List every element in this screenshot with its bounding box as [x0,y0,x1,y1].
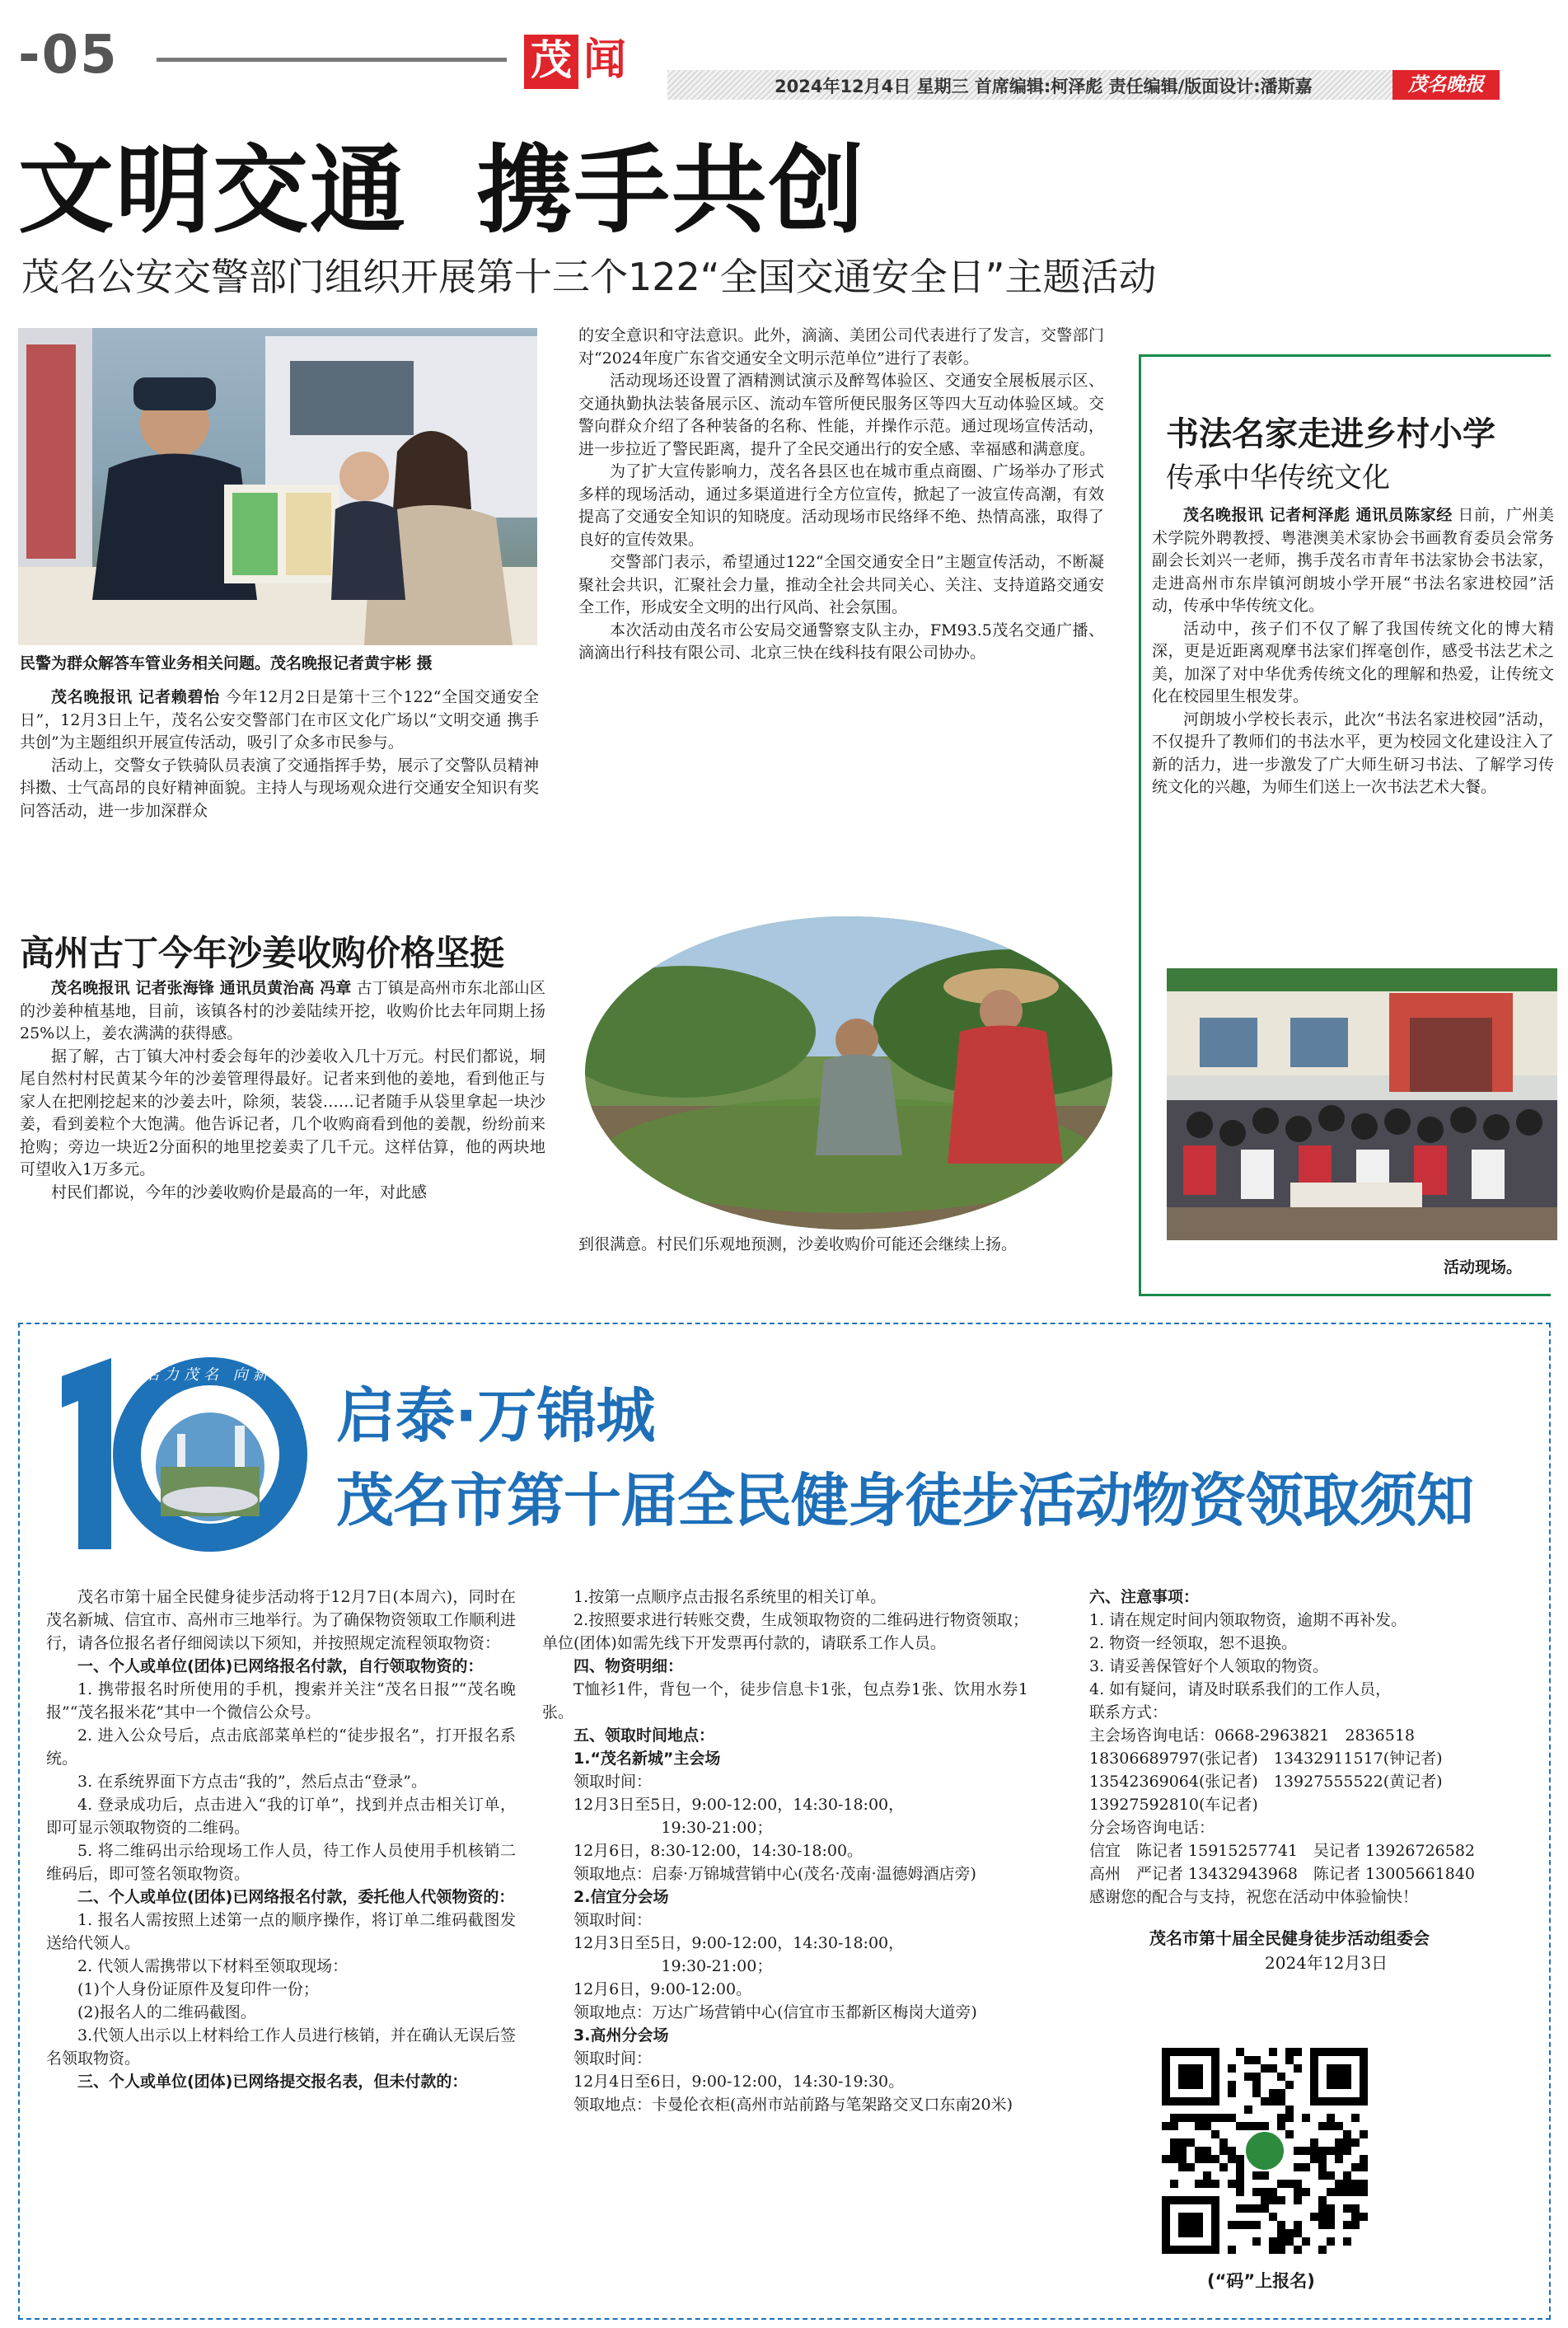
calligraphy-photo-caption: 活动现场。 [1444,1258,1523,1276]
col1-line: 3.代领人出示以上材料给工作人员进行核销，并在确认无误后签名领取物资。 [46,2026,516,2068]
main-para-6: 本次活动由茂名市公安局交通警察支队主办，FM93.5茂名交通广播、滴滴出行科技有限公司、北京三快在线科技有限公司协办。 [578,621,1104,662]
notice-column-3 [1089,1586,1534,1909]
col3-line: 2. 物资一经领取，恕不退换。 [1089,1634,1298,1652]
header-info: 2024年12月4日 星期三 首席编辑:柯泽彪 责任编辑/版面设计:潘斯嘉 [775,77,1313,96]
col2-line: 五、领取时间地点： [573,1726,715,1745]
col3-line: 13542369064(张记者) 13927555522(黄记者) [1089,1773,1443,1791]
col2-line: 12月6日，8:30-12:00，14:30-18:00。 [573,1842,864,1860]
col1-line: (2)报名人的二维码截图。 [77,2003,256,2021]
ginger-para-3-cont: 到很满意。村民们乐观地预测，沙姜收购价可能还会继续上扬。 [578,1235,1018,1253]
col1-line: 三、个人或单位(团体)已网络提交报名表，但未付款的： [77,2073,468,2091]
col2-line: 领取时间： [573,1911,653,1929]
main-para-1: 茂名晚报讯 记者赖碧怡 今年12月2日是第十三个122“全国交通安全日”，12月3日上午，茂名公安交警部门在市区文化广场以“文明交通 携手共创”为主题组织开展宣传活动，吸引了众多市民参与。 [20,688,539,752]
col2-line: 12月4日至6日，9:00-12:00，14:30-19:30。 [573,2073,905,2091]
col1-line: (1)个人身份证原件及复印件一份； [77,1980,319,1998]
notice-column-1 [46,1586,516,2093]
col3-line: 13927592810(车记者) [1089,1796,1258,1814]
police-photo-caption: 民警为群众解答车管业务相关问题。茂名晚报记者黄宇彬 摄 [20,654,433,672]
col1-line: 2. 进入公众号后，点击底部菜单栏的“徒步报名”，打开报名系统。 [46,1726,516,1768]
main-para-4: 为了扩大宣传影响力，茂名各县区也在城市重点商圈、广场举办了形式多样的现场活动，通过多渠道进行全方位宣传，掀起了一波宣传高潮，有效提高了交通安全知识的知晓度。活动现场市民络绎不绝、热情高涨，取得了良好的宣传效果。 [578,462,1104,549]
col3-line: 1. 请在规定时间内领取物资，逾期不再补发。 [1089,1611,1407,1629]
col1-line: 一、个人或单位(团体)已网络报名付款，自行领取物资的： [77,1657,484,1675]
ginger-para-1: 茂名晚报讯 记者张海锋 通讯员黄治高 冯章 古丁镇是高州市东北部山区的沙姜种植基地，目前，该镇各村的沙姜陆续开挖，收购价比去年同期上扬25%以上，姜农满满的获得感。 [20,979,545,1042]
col1-line: 1. 报名人需按照上述第一点的顺序操作，将订单二维码截图发送给代领人。 [46,1911,516,1952]
calligraphy-photo [1167,968,1557,1240]
registration-qr-code[interactable] [1162,2048,1368,2254]
col3-line: 感谢您的配合与支持，祝您在活动中体验愉快！ [1089,1888,1419,1906]
col3-line: 主会场咨询电话：0668-2963821 2836518 [1089,1726,1416,1745]
page-number: -05 [18,25,119,86]
calligraphy-para-2: 活动中，孩子们不仅了解了我国传统文化的博大精深，更是近距离观摩书法家们挥毫创作，感受书法艺术之美，加深了对中华优秀传统文化的理解和热爱，让传统文化在校园里生根发芽。 [1152,619,1554,705]
col2-line: 19:30-21:00； [661,1819,773,1837]
calligraphy-body [1152,504,1554,799]
section-badge [519,33,651,84]
main-column-1 [20,686,539,891]
col2-line: 12月3日至5日，9:00-12:00，14:30-18:00， [573,1934,905,1952]
col3-line: 联系方式： [1089,1703,1168,1721]
main-para-5: 交警部门表示，希望通过122“全国交通安全日”主题宣传活动，不断凝聚社会共识，汇聚社会力量，推动全社会共同关心、关注、支持道路交通安全工作，形成安全文明的出行风尚、社会氛围。 [578,553,1104,616]
notice-signature-date: 2024年12月3日 [1265,1953,1388,1973]
col3-line: 18306689797(张记者) 13432911517(钟记者) [1089,1750,1443,1768]
main-subtitle: 茂名公安交警部门组织开展第十三个122“全国交通安全日”主题活动 [21,255,1157,299]
col2-line: 1.“茂名新城”主会场 [573,1750,721,1768]
ginger-body [20,977,545,1206]
main-byline: 茂名晚报讯 记者赖碧怡 [51,688,220,706]
col1-line: 1. 携带报名时所使用的手机，搜索并关注“茂名日报”“茂名晚报”“茂名报米花”其中一个微信公众号。 [46,1680,516,1721]
main-headline: 文明交通 携手共创 [18,135,866,246]
notice-title-2: 茂名市第十届全民健身徒步活动物资领取须知 [336,1467,1473,1534]
newspaper-logo: 茂名晚报 [1392,70,1500,100]
col1-line: 5. 将二维码出示给现场工作人员，待工作人员使用手机核销二维码后，即可签名领取物资。 [46,1842,516,1883]
col2-line: 19:30-21:00； [661,1957,773,1975]
col2-line: 领取地点：启泰·万锦城营销中心(茂名·茂南·温德姆酒店旁) [573,1865,976,1883]
ginger-para-3: 村民们都说，今年的沙姜收购价是最高的一年，对此感 [51,1183,428,1201]
main-para-3: 活动现场还设置了酒精测试演示及醉驾体验区、交通安全展板展示区、交通执勤执法装备展示区、流动车管所便民服务区等四大互动体验区域。交警向群众介绍了各种装备的名称、性能，并操作示范。通过现场宣传活动，进一步拉近了警民距离，提升了全民交通出行的安全感、幸福感和满意度。 [578,372,1104,458]
section-char-wen: 闻 [583,35,627,85]
ginger-byline: 茂名晚报讯 记者张海锋 通讯员黄治高 冯章 [51,979,352,997]
logo-arc-text: 活力茂名 向新而行 [144,1366,312,1384]
main-para-2: 活动上，交警女子铁骑队员表演了交通指挥手势，展示了交警队员精神抖擞、士气高昂的良好精神面貌。主持人与现场观众进行交通安全知识有奖问答活动，进一步加深群众 [20,756,539,820]
police-photo [18,328,537,645]
anniversary-logo [45,1343,317,1557]
ginger-headline: 高州古丁今年沙姜收购价格坚挺 [20,933,505,973]
calligraphy-byline: 茂名晚报讯 记者柯泽彪 通讯员陈家经 [1183,506,1453,524]
section-char-mao: 茂 [524,35,578,89]
col3-line: 4. 如有疑问，请及时联系我们的工作人员， [1089,1680,1392,1698]
col2-line: 1.按第一点顺序点击报名系统里的相关订单。 [573,1588,887,1606]
calligraphy-para-1: 茂名晚报讯 记者柯泽彪 通讯员陈家经 日前，广州美术学院外聘教授、粤港澳美术家协会书画教育委员会常务副会长刘兴一老师，携手茂名市青年书法家协会书法家，走进高州市东岸镇河朗坡小学开展“书法名家进校园”活动，传承中华传统文化。 [1152,506,1554,615]
col2-line: 领取时间： [573,1773,653,1791]
qr-caption: (“码”上报名) [1207,2271,1315,2291]
col2-line: 领取地点：卡曼伦衣柜(高州市站前路与笔架路交叉口东南20米) [573,2096,1013,2114]
col1-line: 3. 在系统界面下方点击“我的”，然后点击“登录”。 [77,1773,428,1791]
main-para-2-cont: 的安全意识和守法意识。此外，滴滴、美团公司代表进行了发言，交警部门对“2024年度广东省交通安全文明示范单位”进行了表彰。 [578,326,1104,368]
col1-line: 茂名市第十届全民健身徒步活动将于12月7日(本周六)，同时在茂名新城、信宜市、高州市三地举行。为了确保物资领取工作顺利进行，请各位报名者仔细阅读以下须知，并按照规定流程领取物资： [46,1588,517,1652]
header-rule-left [157,58,507,62]
main-column-2 [578,325,1104,665]
col2-line: 2.按照要求进行转账交费，生成领取物资的二维码进行物资领取；单位(团体)如需先线下开发票再付款的，请联系工作人员。 [542,1611,1028,1652]
col2-line: 领取时间： [573,2049,653,2068]
col2-line: 2.信宜分会场 [573,1888,669,1906]
header-info-bar [667,70,1500,100]
col3-line: 3. 请妥善保管好个人领取的物资。 [1089,1657,1329,1675]
col1-line: 4. 登录成功后，点击进入“我的订单”，找到并点击相关订单，即可显示领取物资的二维码。 [46,1796,516,1837]
col2-line: 领取地点：万达广场营销中心(信宜市玉都新区梅岗大道旁) [573,2003,977,2021]
col1-line: 2. 代领人需携带以下材料至领取现场： [77,1957,349,1975]
col2-line: 12月6日，9:00-12:00。 [573,1980,752,1998]
col2-line: 12月3日至5日，9:00-12:00，14:30-18:00， [573,1796,905,1814]
col2-line: 3.高州分会场 [573,2026,669,2045]
notice-column-2 [542,1586,1028,2116]
calligraphy-subtitle: 传承中华传统文化 [1166,461,1390,494]
col2-line: T恤衫1件，背包一个，徒步信息卡1张，包点券1张、饮用水券1张。 [542,1680,1028,1721]
col3-line: 六、注意事项： [1089,1588,1200,1606]
notice-signature-org: 茂名市第十届全民健身徒步活动组委会 [1149,1928,1430,1948]
calligraphy-title: 书法名家走进乡村小学 [1166,415,1495,453]
calligraphy-box-bottom [1139,1294,1551,1296]
ginger-para-2: 据了解，古丁镇大冲村委会每年的沙姜收入几十万元。村民们都说，垌尾自然村村民黄某今年的沙姜管理得最好。记者来到他的姜地，看到他正与家人在把刚挖起来的沙姜去叶，除须，装袋……记者随手从袋里拿起一块沙姜，看到姜粒个大饱满。他告诉记者，几个收购商看到他的姜靓，纷纷前来抢购；旁边一块近2分面积的地里挖姜卖了几千元。这样估算，他的两块地可望收入1万多元。 [20,1047,545,1178]
col3-line: 高州 严记者 13432943968 陈记者 13005661840 [1089,1865,1476,1883]
col3-line: 信宜 陈记者 15915257741 吴记者 13926726582 [1089,1842,1476,1860]
col3-line: 分会场咨询电话： [1089,1819,1215,1837]
col2-line: 四、物资明细： [573,1657,684,1675]
notice-title-1: 启泰·万锦城 [336,1381,656,1450]
ginger-body-cont [578,1234,1106,1257]
col1-line: 二、个人或单位(团体)已网络报名付款，委托他人代领物资的： [77,1888,515,1906]
calligraphy-para-3: 河朗坡小学校长表示，此次“书法名家进校园”活动，不仅提升了教师们的书法水平，更为校园文化建设注入了新的活力，进一步激发了广大师生研习书法、了解学习传统文化的兴趣，为师生们送上一次书法艺术大餐。 [1152,710,1554,796]
ginger-photo [585,916,1112,1230]
